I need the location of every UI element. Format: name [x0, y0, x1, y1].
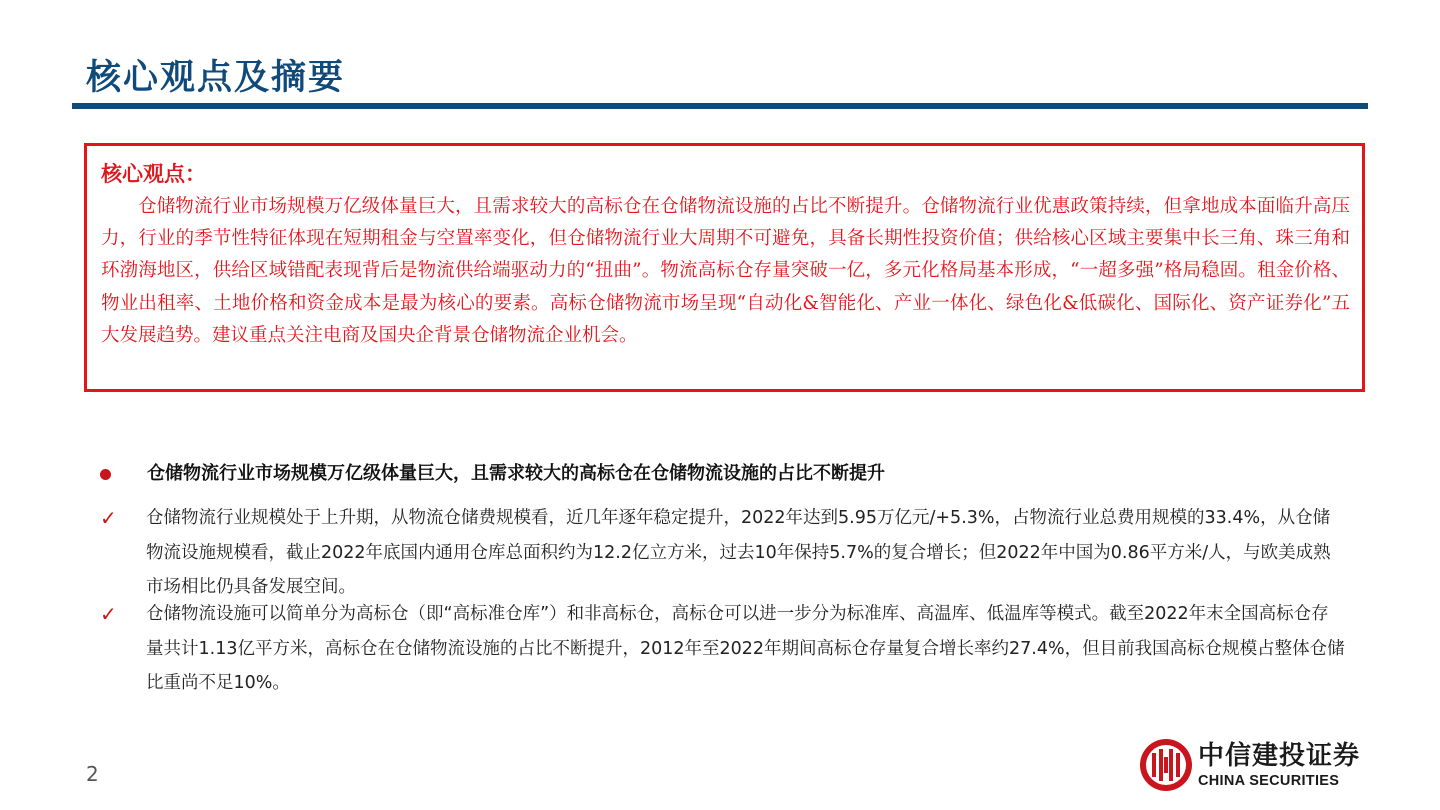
list-item: [100, 501, 1350, 605]
list-item-text: 仓储物流设施可以简单分为高标仓（即“高标准仓库”）和非高标仓，高标仓可以进一步分为标准库、高温库、低温库等模式。截至2022年末全国高标仓存量共计1.13亿平方米，高标仓在仓储物流设施的占比不断提升，2012年至2022年期间高标仓存量复合增长率约27.4%，但目前我国高标仓规模占整体仓储比重尚不足10%。: [146, 604, 1345, 693]
section-bullet: [100, 460, 1360, 488]
logo-chinese-name: 中信建投证券: [1198, 741, 1361, 771]
checkmark-icon: ✓: [100, 506, 117, 530]
core-view-heading: 核心观点：: [101, 161, 206, 186]
page-title: 核心观点及摘要: [86, 57, 346, 98]
section-bullet-text: 仓储物流行业市场规模万亿级体量巨大，且需求较大的高标仓在仓储物流设施的占比不断提升: [147, 463, 885, 484]
core-view-body: 仓储物流行业市场规模万亿级体量巨大，且需求较大的高标仓在仓储物流设施的占比不断提升。仓储物流行业优惠政策持续，但拿地成本面临升高压力，行业的季节性特征体现在短期租金与空置率变化，但仓储物流行业大周期不可避免，具备长期性投资价值；供给核心区域主要集中长三角、珠三角和环渤海地区，供给区域错配表现背后是物流供给端驱动力的“扭曲”。物流高标仓存量突破一亿，多元化格局基本形成，“一超多强”格局稳固。租金价格、物业出租率、土地价格和资金成本是最为核心的要素。高标仓储物流市场呈现“自动化&智能化、产业一体化、绿色化&低碳化、国际化、资产证券化”五大发展趋势。建议重点关注电商及国央企背景仓储物流企业机会。: [101, 196, 1350, 346]
list-item-text: 仓储物流行业规模处于上升期，从物流仓储费规模看，近几年逐年稳定提升，2022年达到5.95万亿元/+5.3%，占物流行业总费用规模的33.4%，从仓储物流设施规模看，截止2022年底国内通用仓库总面积约为12.2亿立方米，过去10年保持5.7%的复合增长；但2022年中国为0.86平方米/人，与欧美成熟市场相比仍具备发展空间。: [146, 508, 1331, 597]
title-divider: [72, 103, 1368, 109]
china-securities-logo-icon: [1138, 737, 1194, 793]
bullet-dot-icon: [100, 469, 111, 480]
core-view-box: [84, 143, 1365, 392]
list-item: [100, 597, 1350, 701]
checkmark-icon: ✓: [100, 602, 117, 626]
company-logo: [1138, 737, 1360, 793]
page-number: 2: [86, 762, 99, 786]
logo-english-name: CHINA SECURITIES: [1198, 773, 1340, 789]
